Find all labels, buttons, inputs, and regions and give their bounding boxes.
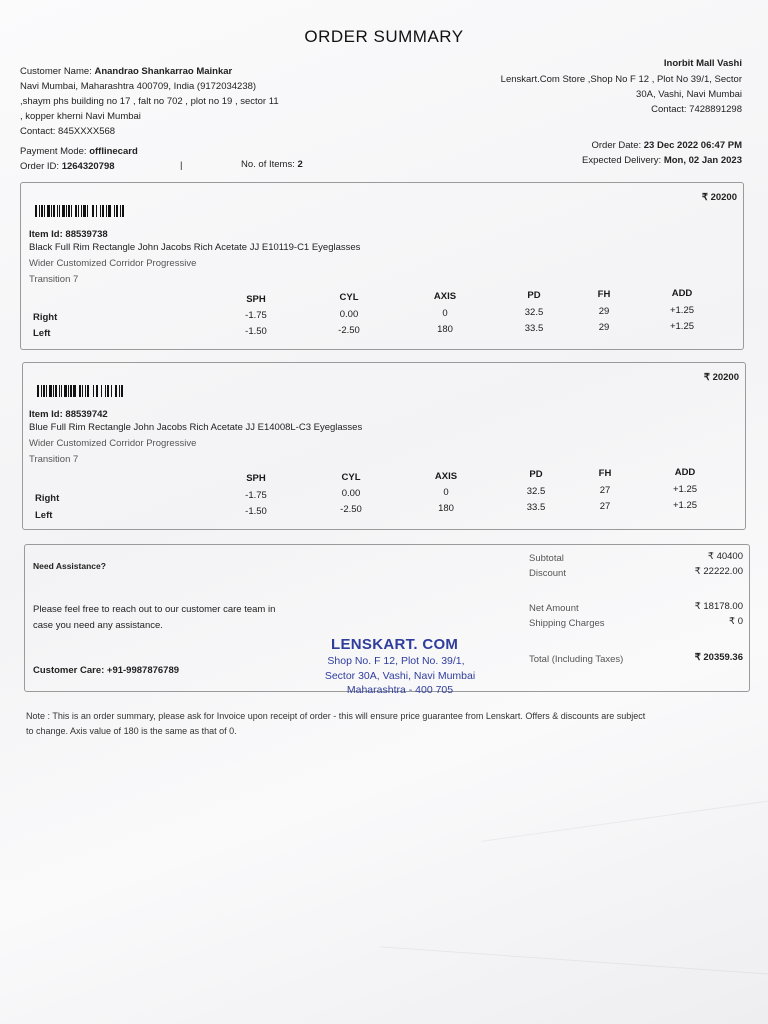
items-count-label: No. of Items:: [241, 159, 295, 170]
rx-header-fh: FH: [598, 468, 612, 479]
store-contact: Contact: 7428891298: [651, 104, 742, 115]
rx-left-add: +1.25: [672, 500, 698, 511]
assistance-message-line2: case you need any assistance.: [33, 620, 163, 631]
paper-crease: [380, 946, 768, 974]
rx-right-pd: 32.5: [524, 307, 544, 318]
item-id: [29, 409, 108, 420]
rx-header-sph: SPH: [246, 294, 266, 305]
discount-value: ₹ 22222.00: [694, 566, 743, 577]
net-amount-value: ₹ 18178.00: [694, 601, 743, 612]
order-date-label: Order Date:: [591, 140, 642, 151]
assistance-message-line1: Please feel free to reach out to our customer care team in: [33, 604, 276, 615]
store-stamp-line3: Maharashtra - 400 705: [346, 684, 454, 696]
payment-mode-value: offlinecard: [89, 146, 138, 157]
paper-crease: [481, 799, 768, 842]
store-stamp-title: LENSKART. COM: [331, 636, 459, 653]
store-address-line2: 30A, Vashi, Navi Mumbai: [636, 89, 742, 100]
customer-name-line: [20, 66, 232, 77]
customer-address-line2: ,shaym phs building no 17 , falt no 702 , plot no 19 , sector 11: [20, 96, 279, 107]
rx-left-axis: 180: [438, 503, 454, 514]
payment-mode: [20, 146, 138, 157]
lens-coating: Transition 7: [29, 454, 79, 465]
rx-header-add: ADD: [674, 467, 696, 478]
rx-right-cyl: 0.00: [341, 488, 361, 499]
item-price: ₹ 20200: [703, 372, 739, 383]
item-card-1: [20, 182, 744, 350]
rx-row-left-label: Left: [33, 328, 51, 339]
item-card-2: [22, 362, 746, 530]
shipping-value: ₹ 0: [729, 616, 743, 627]
page-title: ORDER SUMMARY: [304, 27, 464, 46]
total-label: Total (Including Taxes): [529, 654, 624, 665]
store-stamp-line2: Sector 30A, Vashi, Navi Mumbai: [324, 670, 476, 682]
net-amount-label: Net Amount: [529, 603, 579, 614]
disclaimer-note: [26, 709, 756, 739]
separator-bar: |: [180, 160, 183, 171]
rx-right-add: +1.25: [672, 484, 698, 495]
order-id-value: 1264320798: [61, 161, 115, 172]
expected-delivery: [582, 155, 742, 166]
rx-right-pd: 32.5: [526, 486, 546, 497]
rx-header-fh: FH: [597, 289, 611, 300]
item-description: Black Full Rim Rectangle John Jacobs Rich Acetate JJ E10119-C1 Eyeglasses: [29, 242, 361, 253]
store-address-line1: Lenskart.Com Store ,Shop No F 12 , Plot No 39/1, Sector: [500, 74, 742, 85]
rx-header-axis: AXIS: [434, 471, 458, 482]
rx-header-sph: SPH: [246, 473, 266, 484]
rx-right-fh: 27: [599, 485, 611, 496]
rx-right-fh: 29: [598, 306, 610, 317]
customer-address-line3: , kopper kherni Navi Mumbai: [20, 111, 141, 122]
rx-right-axis: 0: [443, 487, 449, 498]
item-id-label: Item Id:: [29, 409, 63, 420]
store-stamp-line1: Shop No. F 12, Plot No. 39/1,: [327, 655, 465, 667]
shipping-label: Shipping Charges: [529, 618, 605, 629]
rx-header-cyl: CYL: [341, 472, 361, 483]
barcode-icon: [37, 385, 123, 397]
rx-header-pd: PD: [529, 469, 543, 480]
subtotal-value: ₹ 40400: [707, 551, 743, 562]
expected-delivery-value: Mon, 02 Jan 2023: [663, 155, 742, 166]
rx-row-right-label: Right: [33, 312, 58, 323]
rx-left-sph: -1.50: [245, 326, 267, 337]
rx-right-sph: -1.75: [245, 490, 267, 501]
rx-header-cyl: CYL: [339, 292, 359, 303]
lens-coating: Transition 7: [29, 274, 79, 285]
rx-left-cyl: -2.50: [338, 325, 360, 336]
lens-type: Wider Customized Corridor Progressive: [29, 258, 197, 269]
item-id-value: 88539742: [65, 409, 108, 420]
rx-row-left-label: Left: [35, 510, 53, 521]
rx-left-fh: 27: [599, 501, 611, 512]
rx-left-axis: 180: [437, 324, 453, 335]
rx-right-add: +1.25: [669, 305, 695, 316]
disclaimer-note-line1: Note : This is an order summary, please ask for Invoice upon receipt of order - this will ensure price guarantee from Lenskart. Offers & discounts are subject: [26, 711, 646, 721]
summary-card: [24, 544, 750, 696]
customer-name-label: Customer Name:: [20, 66, 92, 77]
order-id-label: Order ID:: [20, 161, 60, 172]
item-id-label: Item Id:: [29, 229, 63, 240]
rx-left-fh: 29: [598, 322, 610, 333]
order-date: [591, 140, 742, 151]
item-description: Blue Full Rim Rectangle John Jacobs Rich Acetate JJ E14008L-C3 Eyeglasses: [29, 422, 363, 433]
rx-left-pd: 33.5: [524, 323, 544, 334]
lens-type: Wider Customized Corridor Progressive: [29, 438, 197, 449]
rx-header-axis: AXIS: [433, 291, 457, 302]
rx-header-add: ADD: [671, 288, 693, 299]
rx-left-sph: -1.50: [245, 506, 267, 517]
rx-right-cyl: 0.00: [339, 309, 359, 320]
customer-care-phone: Customer Care: +91-9987876789: [33, 665, 180, 676]
rx-left-add: +1.25: [669, 321, 695, 332]
rx-header-pd: PD: [527, 290, 541, 301]
order-date-value: 23 Dec 2022 06:47 PM: [643, 140, 742, 151]
rx-right-sph: -1.75: [245, 310, 267, 321]
disclaimer-note-line2: to change. Axis value of 180 is the same as that of 0.: [26, 726, 237, 736]
item-id-value: 88539738: [65, 229, 108, 240]
items-count-value: 2: [297, 159, 303, 170]
rx-left-cyl: -2.50: [340, 504, 362, 515]
customer-contact: Contact: 845XXXX568: [20, 126, 116, 137]
expected-delivery-label: Expected Delivery:: [582, 155, 662, 166]
rx-left-pd: 33.5: [526, 502, 546, 513]
store-name: Inorbit Mall Vashi: [663, 58, 742, 69]
rx-row-right-label: Right: [35, 493, 60, 504]
discount-label: Discount: [529, 568, 566, 579]
barcode-icon: [35, 205, 124, 217]
total-value: ₹ 20359.36: [694, 652, 743, 663]
payment-mode-label: Payment Mode:: [20, 146, 87, 157]
customer-name: Anandrao Shankarrao Mainkar: [94, 66, 233, 77]
assistance-heading: Need Assistance?: [33, 561, 106, 571]
rx-right-axis: 0: [442, 308, 448, 319]
item-price: ₹ 20200: [701, 192, 737, 203]
customer-address-line1: Navi Mumbai, Maharashtra 400709, India (9172034238): [20, 81, 257, 92]
subtotal-label: Subtotal: [529, 553, 564, 564]
order-id: [20, 161, 115, 172]
item-id: [29, 229, 108, 240]
items-count: [241, 159, 303, 170]
